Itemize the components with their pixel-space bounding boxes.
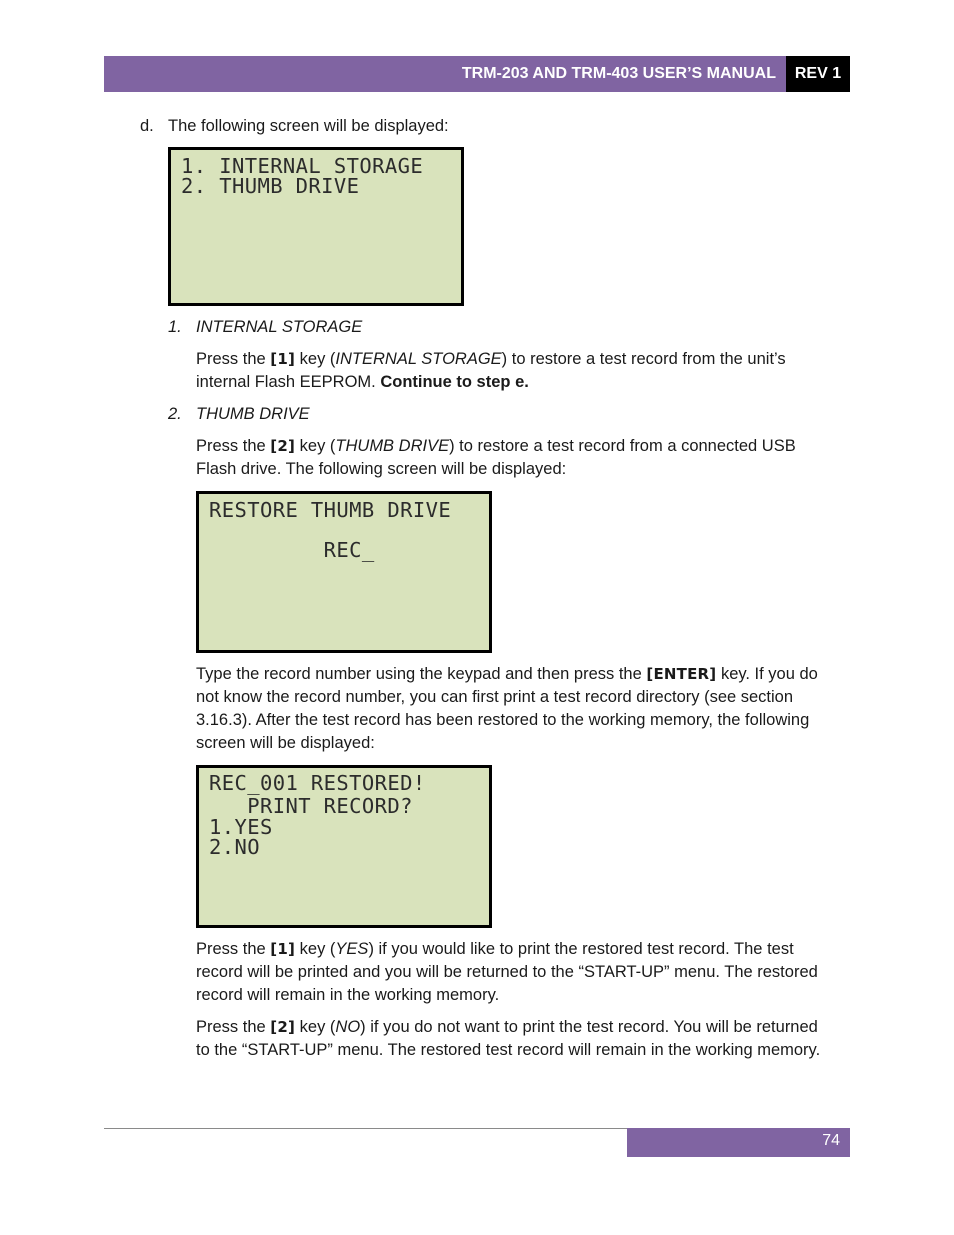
type-record-paragraph — [196, 663, 841, 755]
manual-title: TRM-203 AND TRM-403 USER’S MANUAL — [461, 65, 776, 82]
text-italic: NO — [335, 1018, 361, 1036]
text: key ( — [299, 350, 336, 368]
lcd-screen-restore-thumb-drive — [196, 491, 492, 653]
page-number: 74 — [822, 1132, 840, 1149]
text-italic: THUMB DRIVE — [335, 437, 450, 455]
option-1-paragraph — [196, 348, 836, 394]
text: Press the — [196, 1018, 266, 1036]
text: ) to restore a test record from a connected USB Flash drive. The following screen will be displayed: — [196, 437, 796, 478]
lcd-screen-storage-menu — [168, 147, 464, 306]
footer-bar — [627, 1128, 850, 1157]
key-1-label: [1] — [270, 350, 296, 368]
option-2-paragraph — [196, 435, 836, 481]
option-2-title: THUMB DRIVE — [196, 405, 310, 423]
text: ) if you would like to print the restored test record. The test record will be printed and you will be returned to the “START-UP” menu. The restored record will remain in the working memory. — [196, 940, 818, 1004]
text: Type the record number using the keypad and then press the — [196, 665, 642, 683]
key-2-label: [2] — [270, 437, 296, 455]
text: Press the — [196, 940, 266, 958]
lcd-line: REC_001 RESTORED! — [209, 771, 426, 795]
text: key ( — [299, 437, 336, 455]
text-italic: INTERNAL STORAGE — [335, 350, 502, 368]
step-d-text: The following screen will be displayed: — [168, 117, 449, 135]
text: key. If you do not know the record number, you can first print a test record directory (see section 3.16.3). After the test record has been restored to the working memory, the following screen will be displayed: — [196, 665, 818, 752]
yes-paragraph — [196, 938, 836, 1007]
text: ) to restore a test record from the unit’s internal Flash EEPROM. — [196, 350, 786, 391]
lcd-line: 2.NO — [209, 835, 260, 859]
revision-badge: REV 1 — [786, 56, 850, 92]
option-1-marker: 1. — [168, 318, 182, 336]
text-italic: YES — [335, 940, 369, 958]
text: Press the — [196, 350, 266, 368]
lcd-line: RESTORE THUMB DRIVE — [209, 498, 452, 522]
header-bar — [104, 56, 786, 92]
step-d-marker: d. — [140, 117, 154, 135]
lcd-screen-record-restored — [196, 765, 492, 928]
text: ) if you do not want to print the test record. You will be returned to the “START-UP” menu. The restored test record will remain in the working memory. — [196, 1018, 821, 1059]
lcd-line: REC_ — [209, 538, 375, 562]
lcd-line: 2. THUMB DRIVE — [181, 174, 360, 198]
lcd-line: PRINT RECORD? — [209, 794, 413, 818]
option-1-title: INTERNAL STORAGE — [196, 318, 363, 336]
option-2-marker: 2. — [168, 405, 182, 423]
continue-step-e: Continue to step e. — [380, 373, 529, 391]
lcd-line: 1.YES — [209, 815, 273, 839]
footer-rule — [104, 1128, 627, 1129]
lcd-line: 1. INTERNAL STORAGE — [181, 154, 424, 178]
text: key ( — [299, 940, 336, 958]
text: key ( — [299, 1018, 336, 1036]
enter-key-label: [ENTER] — [646, 665, 717, 683]
text: Press the — [196, 437, 266, 455]
key-2-label: [2] — [270, 1018, 296, 1036]
key-1-label: [1] — [270, 940, 296, 958]
no-paragraph — [196, 1016, 836, 1062]
